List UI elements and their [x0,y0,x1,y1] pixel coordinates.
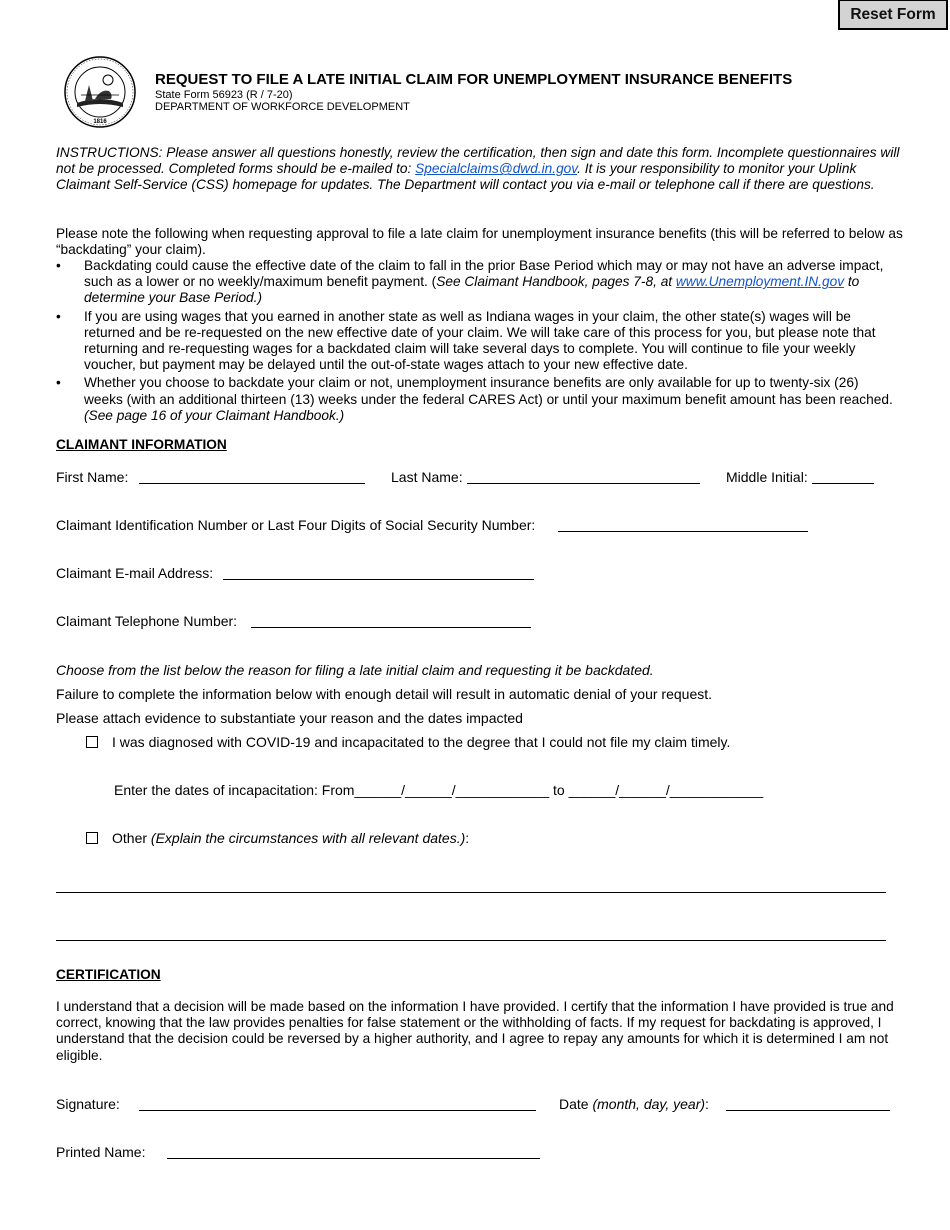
incapacitation-dates-field[interactable]: Enter the dates of incapacitation: From______/______/____________ to ______/______/____________ [114,782,764,798]
claimant-id-label: Claimant Identification Number or Last Four Digits of Social Security Number: [56,517,536,533]
instructions-text-2: . It is your responsibility to monitor your Uplink Claimant Self-Service (CSS) homepage for updates. The Department will contact you via e-mail or telephone call if there are questions. [56,161,875,193]
svg-text:1816: 1816 [93,119,107,125]
date-label [559,1096,709,1112]
department-name: DEPARTMENT OF WORKFORCE DEVELOPMENT [155,101,410,113]
printed-name-field[interactable] [167,1158,540,1159]
explanation-line-2[interactable] [56,940,886,941]
claimant-information-heading: CLAIMANT INFORMATION [56,437,227,452]
bullet-text: If you are using wages that you earned in another state as well as Indiana wages in your claim, the other state(s) wages will be returned and be re-requested on the new effective date of your claim. We will take care of this process for you, but please note that returning and re-requesting wages for a backdated claim will take several days to complete. You will continue to file your weekly voucher, but payment may be delayed until the out-of-state wages attach to your new effective date. [84,308,876,373]
other-option-label [112,830,469,846]
failure-warning: Failure to complete the information below with enough detail will result in automatic denial of your request. [56,686,713,702]
special-claims-email-link[interactable]: Specialclaims@dwd.in.gov [415,161,578,177]
date-hint-text: (month, day, year) [592,1096,706,1112]
last-name-field[interactable] [467,483,700,484]
form-number: State Form 56923 (R / 7-20) [155,89,293,101]
state-seal-logo [63,55,137,129]
bullet-text-italic: See Claimant Handbook, pages 7-8, at [436,274,676,290]
bullet-text: Backdating could cause the effective date of the claim to fall in the prior Base Period which may or may not have an adverse impact, such as a lower or no weekly/maximum benefit payment. ( [84,258,884,290]
other-checkbox[interactable] [86,832,98,844]
covid-checkbox[interactable] [86,736,98,748]
middle-initial-label: Middle Initial: [726,469,808,485]
instructions-paragraph [56,145,906,194]
reason-instructions: Choose from the list below the reason for filing a late initial claim and requesting it be backdated. [56,662,654,678]
signature-field[interactable] [139,1110,536,1111]
date-colon: : [705,1096,709,1112]
first-name-field[interactable] [139,483,365,484]
signature-label: Signature: [56,1096,120,1112]
printed-name-label: Printed Name: [56,1144,146,1160]
bullet-text: Whether you choose to backdate your claim or not, unemployment insurance benefits are only available for up to twenty-six (26) weeks (with an additional thirteen (13) weeks under the federal CARES Act) or until your maximum benefit amount has been reached. [84,375,893,407]
email-label: Claimant E-mail Address: [56,565,214,581]
last-name-label: Last Name: [391,469,463,485]
date-label-text: Date [559,1096,593,1112]
first-name-label: First Name: [56,469,129,485]
backdating-note-intro: Please note the following when requesting approval to file a late claim for unemployment insurance benefits (this will be referred to below as “backdating” your claim). [56,226,903,258]
reset-form-button[interactable]: Reset Form [838,0,948,30]
bullet-text-italic: to determine your Base Period.) [84,274,860,306]
unemployment-website-link[interactable]: www.Unemployment.IN.gov [675,274,845,290]
covid-option-label: I was diagnosed with COVID-19 and incapacitated to the degree that I could not file my claim timely. [112,734,731,750]
middle-initial-field[interactable] [812,483,874,484]
list-item [56,375,901,424]
list-item [56,258,901,307]
other-label-text: Other [112,830,151,846]
list-item [56,309,901,374]
date-field[interactable] [726,1110,890,1111]
certification-heading: CERTIFICATION [56,967,161,982]
backdating-notes-list [56,258,901,426]
claimant-id-field[interactable] [558,531,808,532]
form-title: REQUEST TO FILE A LATE INITIAL CLAIM FOR UNEMPLOYMENT INSURANCE BENEFITS [155,71,793,88]
explanation-line-1[interactable] [56,892,886,893]
bullet-text-italic: (See page 16 of your Claimant Handbook.) [84,407,345,423]
instructions-text-1: INSTRUCTIONS: Please answer all questions honestly, review the certification, then sign and date this form. Incomplete questionnaires will not be processed. Completed forms should be e-mailed to: [56,145,900,177]
email-field[interactable] [223,579,534,580]
telephone-field[interactable] [251,627,531,628]
other-colon: : [465,830,470,846]
other-hint-text: (Explain the circumstances with all relevant dates.) [150,830,466,846]
certification-text: I understand that a decision will be made based on the information I have provided. I certify that the information I have provided is true and correct, knowing that the law provides penalties for false statement or the withholding of facts. If my request for backdating is approved, I understand that the decision could be reversed by a higher authority, and I agree to repay any amounts for which it is determined I am not eligible. [56,999,894,1063]
attach-evidence-note: Please attach evidence to substantiate your reason and the dates impacted [56,710,523,726]
telephone-label: Claimant Telephone Number: [56,613,238,629]
